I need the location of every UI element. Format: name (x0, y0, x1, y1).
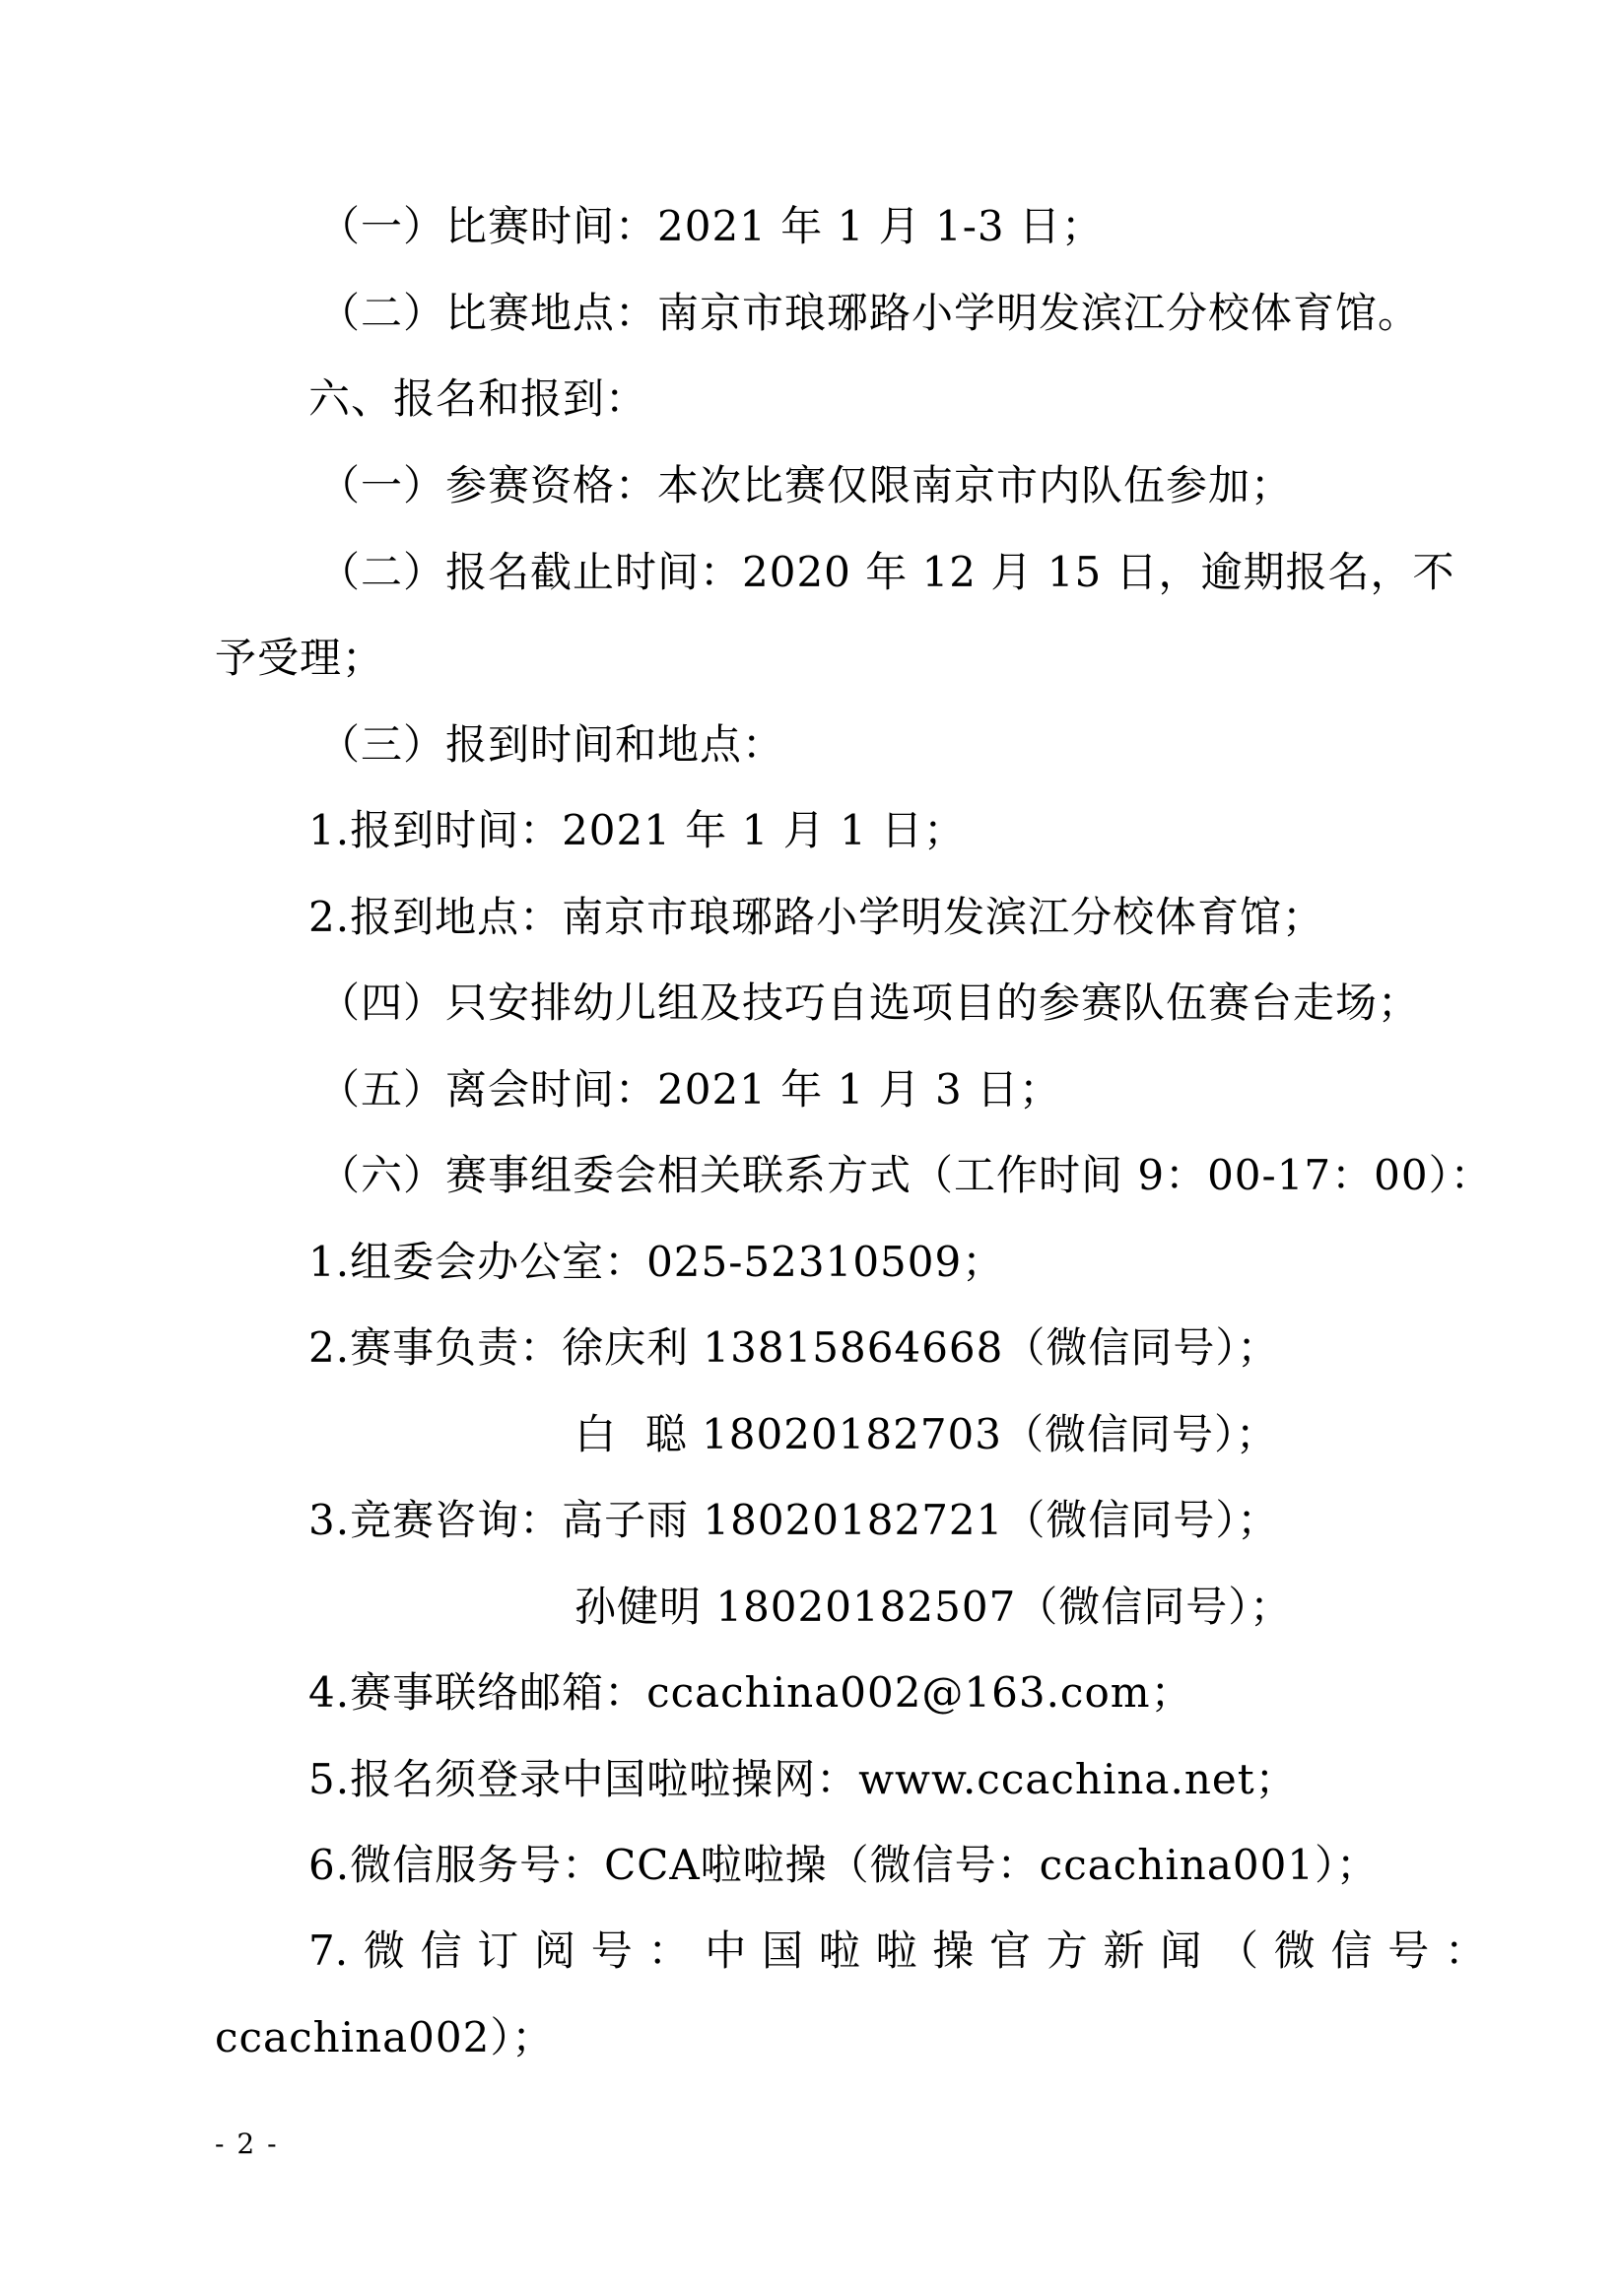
event-lead-line: 2.赛事负责：徐庆利 13815864668（微信同号）； (308, 1323, 1280, 1372)
match-venue-line: （二）比赛地点：南京市琅琊路小学明发滨江分校体育馆。 (318, 289, 1421, 337)
office-phone-line: 1.组委会办公室：025-52310509； (308, 1238, 1005, 1286)
check-in-heading: （三）报到时间和地点： (318, 720, 785, 769)
check-in-time-line: 1.报到时间：2021 年 1 月 1 日； (308, 806, 967, 854)
contact-heading: （六）赛事组委会相关联系方式（工作时间 9：00-17：00）： (318, 1151, 1493, 1199)
contact-email-line: 4.赛事联络邮箱：ccachina002@163.com； (308, 1668, 1193, 1717)
check-in-venue-line: 2.报到地点：南京市琅琊路小学明发滨江分校体育馆； (308, 893, 1325, 941)
page-number: - 2 - (215, 2127, 279, 2160)
registration-deadline-continuation: 予受理； (215, 634, 385, 682)
registration-website-line: 5.报名须登录中国啦啦操网：www.ccachina.net； (308, 1755, 1298, 1803)
departure-time-line: （五）离会时间：2021 年 1 月 3 日； (318, 1065, 1062, 1114)
competition-inquiry-second-contact: 孙健明 18020182507（微信同号）； (574, 1583, 1293, 1631)
match-time-line: （一）比赛时间：2021 年 1 月 1-3 日； (318, 202, 1104, 250)
wechat-service-account-line: 6.微信服务号：CCA啦啦操（微信号：ccachina001）； (308, 1841, 1380, 1889)
competition-inquiry-line: 3.竞赛咨询：高子雨 18020182721（微信同号）； (308, 1496, 1280, 1544)
event-lead-second-contact: 白 聪 18020182703（微信同号）； (574, 1410, 1278, 1458)
section-heading-registration: 六、报名和报到： (308, 374, 648, 423)
wechat-subscription-account-line: 7.微信订阅号：中国啦啦操官方新闻（微信号： (308, 1926, 1486, 1975)
eligibility-line: （一）参赛资格：本次比赛仅限南京市内队伍参加； (318, 461, 1294, 509)
wechat-subscription-account-continuation: ccachina002）； (215, 2013, 555, 2061)
registration-deadline-line: （二）报名截止时间：2020 年 12 月 15 日，逾期报名，不 (318, 548, 1455, 596)
stage-walkthrough-line: （四）只安排幼儿组及技巧自选项目的参赛队伍赛台走场； (318, 979, 1421, 1027)
